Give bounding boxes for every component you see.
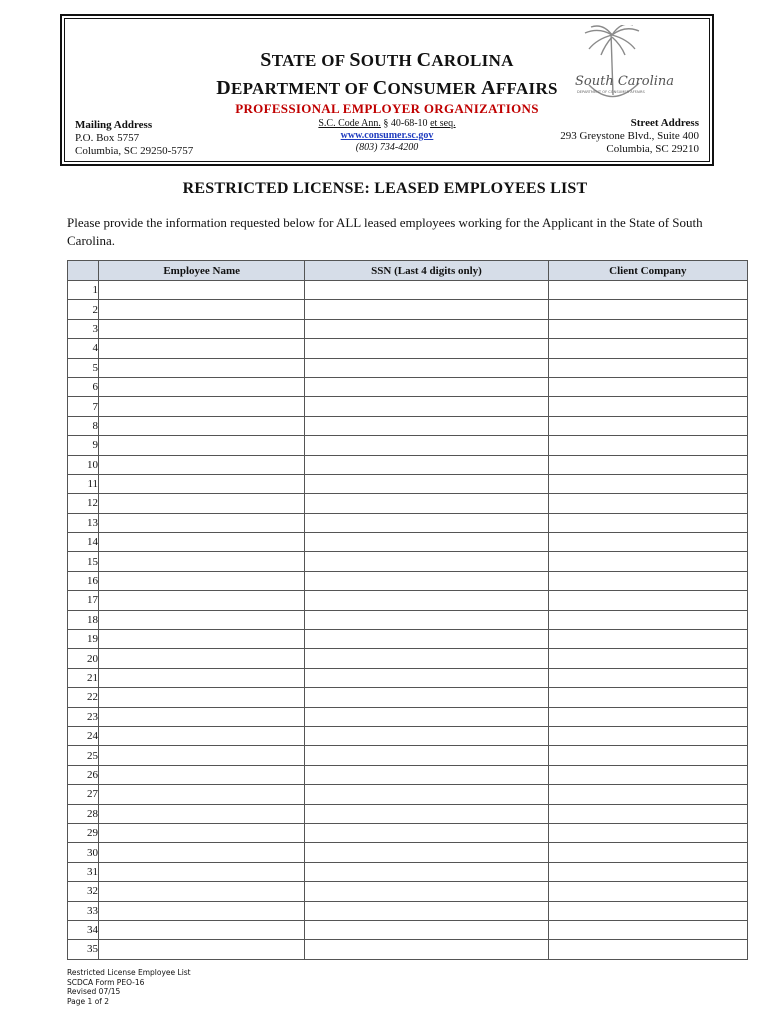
employee-name-cell[interactable] — [99, 823, 305, 842]
ssn-cell[interactable] — [305, 533, 548, 552]
row-number: 8 — [68, 416, 99, 435]
row-number: 27 — [68, 785, 99, 804]
employee-name-cell[interactable] — [99, 319, 305, 338]
table-row — [68, 707, 748, 726]
row-number: 23 — [68, 707, 99, 726]
client-company-cell[interactable] — [548, 920, 747, 939]
row-number: 33 — [68, 901, 99, 920]
ssn-cell[interactable] — [305, 513, 548, 532]
row-number: 20 — [68, 649, 99, 668]
ssn-cell[interactable] — [305, 804, 548, 823]
client-company-cell[interactable] — [548, 688, 747, 707]
table-row — [68, 901, 748, 920]
row-number: 21 — [68, 668, 99, 687]
table-row — [68, 494, 748, 513]
ssn-cell[interactable] — [305, 726, 548, 745]
table-row — [68, 746, 748, 765]
client-company-cell[interactable] — [548, 339, 747, 358]
table-row — [68, 649, 748, 668]
table-row — [68, 513, 748, 532]
table-row — [68, 533, 748, 552]
table-row — [68, 785, 748, 804]
client-company-cell[interactable] — [548, 940, 747, 959]
client-company-cell[interactable] — [548, 746, 747, 765]
employee-name-cell[interactable] — [99, 862, 305, 881]
row-number: 19 — [68, 630, 99, 649]
ssn-header: SSN (Last 4 digits only) — [305, 261, 548, 281]
employee-name-cell[interactable] — [99, 765, 305, 784]
employee-name-cell[interactable] — [99, 726, 305, 745]
client-company-cell[interactable] — [548, 300, 747, 319]
row-number: 24 — [68, 726, 99, 745]
ssn-cell[interactable] — [305, 862, 548, 881]
employee-name-cell[interactable] — [99, 339, 305, 358]
row-number: 30 — [68, 843, 99, 862]
row-number: 25 — [68, 746, 99, 765]
ssn-cell[interactable] — [305, 630, 548, 649]
employee-name-cell[interactable] — [99, 746, 305, 765]
ssn-cell[interactable] — [305, 474, 548, 493]
row-number: 34 — [68, 920, 99, 939]
table-row — [68, 300, 748, 319]
employee-name-cell[interactable] — [99, 474, 305, 493]
table-row — [68, 455, 748, 474]
table-row — [68, 862, 748, 881]
table-header-row — [68, 261, 748, 281]
employee-name-cell[interactable] — [99, 571, 305, 590]
table-row — [68, 765, 748, 784]
table-row — [68, 319, 748, 338]
row-number: 4 — [68, 339, 99, 358]
ssn-cell[interactable] — [305, 940, 548, 959]
table-row — [68, 726, 748, 745]
employee-name-cell[interactable] — [99, 591, 305, 610]
table-row — [68, 804, 748, 823]
ssn-cell[interactable] — [305, 591, 548, 610]
table-row — [68, 668, 748, 687]
row-number: 35 — [68, 940, 99, 959]
ssn-cell[interactable] — [305, 688, 548, 707]
table-row — [68, 281, 748, 300]
employee-name-cell[interactable] — [99, 281, 305, 300]
client-company-cell[interactable] — [548, 397, 747, 416]
ssn-cell[interactable] — [305, 707, 548, 726]
row-number: 15 — [68, 552, 99, 571]
client-company-cell[interactable] — [548, 649, 747, 668]
employee-name-cell[interactable] — [99, 940, 305, 959]
table-row — [68, 358, 748, 377]
client-company-cell[interactable] — [548, 591, 747, 610]
table-row — [68, 377, 748, 396]
ssn-cell[interactable] — [305, 494, 548, 513]
ssn-cell[interactable] — [305, 901, 548, 920]
row-number: 16 — [68, 571, 99, 590]
phone-number: (803) 734-4200 — [355, 142, 419, 153]
table-row — [68, 843, 748, 862]
table-row — [68, 630, 748, 649]
client-company-cell[interactable] — [548, 494, 747, 513]
employee-name-cell[interactable] — [99, 920, 305, 939]
employee-name-cell[interactable] — [99, 533, 305, 552]
employee-name-cell[interactable] — [99, 300, 305, 319]
table-row — [68, 552, 748, 571]
table-row — [68, 610, 748, 629]
employee-name-cell[interactable] — [99, 707, 305, 726]
row-number: 31 — [68, 862, 99, 881]
palmetto-logo-icon — [569, 25, 689, 109]
ssn-cell[interactable] — [305, 552, 548, 571]
ssn-cell[interactable] — [305, 358, 548, 377]
ssn-cell[interactable] — [305, 610, 548, 629]
ssn-cell[interactable] — [305, 785, 548, 804]
ssn-cell[interactable] — [305, 843, 548, 862]
row-number: 29 — [68, 823, 99, 842]
row-number: 28 — [68, 804, 99, 823]
ssn-cell[interactable] — [305, 281, 548, 300]
employee-name-cell[interactable] — [99, 416, 305, 435]
client-company-cell[interactable] — [548, 377, 747, 396]
ssn-cell[interactable] — [305, 882, 548, 901]
row-number: 14 — [68, 533, 99, 552]
row-number: 10 — [68, 455, 99, 474]
row-number: 1 — [68, 281, 99, 300]
form-instructions: Please provide the information requested below for ALL leased employees working for the Applicant in the State of South Carolina. — [67, 215, 703, 248]
svg-text:DEPARTMENT OF CONSUMER AFFAIRS: DEPARTMENT OF CONSUMER AFFAIRS — [577, 90, 645, 94]
ssn-cell[interactable] — [305, 319, 548, 338]
program-title: PROFESSIONAL EMPLOYER ORGANIZATIONS — [235, 101, 539, 116]
ssn-cell[interactable] — [305, 649, 548, 668]
employee-name-header: Employee Name — [99, 261, 305, 281]
client-company-cell[interactable] — [548, 552, 747, 571]
table-row — [68, 436, 748, 455]
row-number: 5 — [68, 358, 99, 377]
client-company-cell[interactable] — [548, 765, 747, 784]
table-row — [68, 688, 748, 707]
client-company-cell[interactable] — [548, 416, 747, 435]
employee-name-cell[interactable] — [99, 630, 305, 649]
client-company-cell[interactable] — [548, 610, 747, 629]
employee-name-cell[interactable] — [99, 649, 305, 668]
letterhead — [60, 14, 714, 166]
row-number: 26 — [68, 765, 99, 784]
employee-name-cell[interactable] — [99, 552, 305, 571]
ssn-cell[interactable] — [305, 436, 548, 455]
employee-name-cell[interactable] — [99, 358, 305, 377]
statute-citation: S.C. Code Ann. § 40-68-10 et seq. www.consumer.sc.gov (803) 734-4200 — [318, 118, 456, 153]
table-row — [68, 416, 748, 435]
client-company-cell[interactable] — [548, 319, 747, 338]
client-company-cell[interactable] — [548, 571, 747, 590]
ssn-cell[interactable] — [305, 416, 548, 435]
employee-name-cell[interactable] — [99, 901, 305, 920]
row-number: 6 — [68, 377, 99, 396]
client-company-cell[interactable] — [548, 707, 747, 726]
client-company-cell[interactable] — [548, 726, 747, 745]
row-number: 18 — [68, 610, 99, 629]
ssn-cell[interactable] — [305, 571, 548, 590]
employee-name-cell[interactable] — [99, 688, 305, 707]
ssn-cell[interactable] — [305, 377, 548, 396]
ssn-cell[interactable] — [305, 339, 548, 358]
employee-name-cell[interactable] — [99, 804, 305, 823]
client-company-cell[interactable] — [548, 882, 747, 901]
client-company-cell[interactable] — [548, 513, 747, 532]
street-address: Street Address 293 Greystone Blvd., Suite 400 Columbia, SC 29210 — [560, 117, 699, 155]
client-company-cell[interactable] — [548, 843, 747, 862]
row-number: 9 — [68, 436, 99, 455]
mailing-address: Mailing Address P.O. Box 5757 Columbia, SC 29250-5757 — [75, 119, 194, 157]
ssn-cell[interactable] — [305, 765, 548, 784]
row-number: 3 — [68, 319, 99, 338]
client-company-cell[interactable] — [548, 901, 747, 920]
employee-name-cell[interactable] — [99, 843, 305, 862]
table-row — [68, 339, 748, 358]
ssn-cell[interactable] — [305, 397, 548, 416]
client-company-header: Client Company — [548, 261, 747, 281]
client-company-cell[interactable] — [548, 785, 747, 804]
svg-text:South Carolina: South Carolina — [575, 74, 675, 89]
table-row — [68, 823, 748, 842]
row-number-header — [68, 261, 99, 281]
employee-name-cell[interactable] — [99, 882, 305, 901]
client-company-cell[interactable] — [548, 668, 747, 687]
table-row — [68, 474, 748, 493]
table-row — [68, 591, 748, 610]
client-company-cell[interactable] — [548, 823, 747, 842]
row-number: 13 — [68, 513, 99, 532]
website-link[interactable]: www.consumer.sc.gov — [340, 130, 434, 141]
table-row — [68, 882, 748, 901]
ssn-cell[interactable] — [305, 920, 548, 939]
department-title: DEPARTMENT OF CONSUMER AFFAIRS — [216, 77, 558, 99]
table-row — [68, 397, 748, 416]
row-number: 2 — [68, 300, 99, 319]
client-company-cell[interactable] — [548, 281, 747, 300]
client-company-cell[interactable] — [548, 533, 747, 552]
client-company-cell[interactable] — [548, 804, 747, 823]
row-number: 32 — [68, 882, 99, 901]
row-number: 12 — [68, 494, 99, 513]
state-title: STATE OF SOUTH CAROLINA — [260, 49, 514, 71]
ssn-cell[interactable] — [305, 455, 548, 474]
form-title: RESTRICTED LICENSE: LEASED EMPLOYEES LIST — [182, 180, 588, 197]
ssn-cell[interactable] — [305, 668, 548, 687]
employee-name-cell[interactable] — [99, 377, 305, 396]
employee-name-cell[interactable] — [99, 455, 305, 474]
table-row — [68, 571, 748, 590]
employee-name-cell[interactable] — [99, 668, 305, 687]
row-number: 11 — [68, 474, 99, 493]
row-number: 7 — [68, 397, 99, 416]
employee-name-cell[interactable] — [99, 436, 305, 455]
table-row — [68, 920, 748, 939]
letterhead-inner — [64, 18, 710, 162]
client-company-cell[interactable] — [548, 455, 747, 474]
client-company-cell[interactable] — [548, 358, 747, 377]
employee-name-cell[interactable] — [99, 494, 305, 513]
ssn-cell[interactable] — [305, 746, 548, 765]
employee-name-cell[interactable] — [99, 397, 305, 416]
employee-name-cell[interactable] — [99, 785, 305, 804]
employee-name-cell[interactable] — [99, 513, 305, 532]
client-company-cell[interactable] — [548, 862, 747, 881]
row-number: 22 — [68, 688, 99, 707]
client-company-cell[interactable] — [548, 436, 747, 455]
table-row — [68, 940, 748, 959]
employee-table — [67, 260, 748, 960]
form-footer: Restricted License Employee List SCDCA Form PEO-16 Revised 07/15 Page 1 of 2 — [67, 968, 191, 1006]
employee-name-cell[interactable] — [99, 610, 305, 629]
client-company-cell[interactable] — [548, 630, 747, 649]
ssn-cell[interactable] — [305, 823, 548, 842]
row-number: 17 — [68, 591, 99, 610]
client-company-cell[interactable] — [548, 474, 747, 493]
ssn-cell[interactable] — [305, 300, 548, 319]
